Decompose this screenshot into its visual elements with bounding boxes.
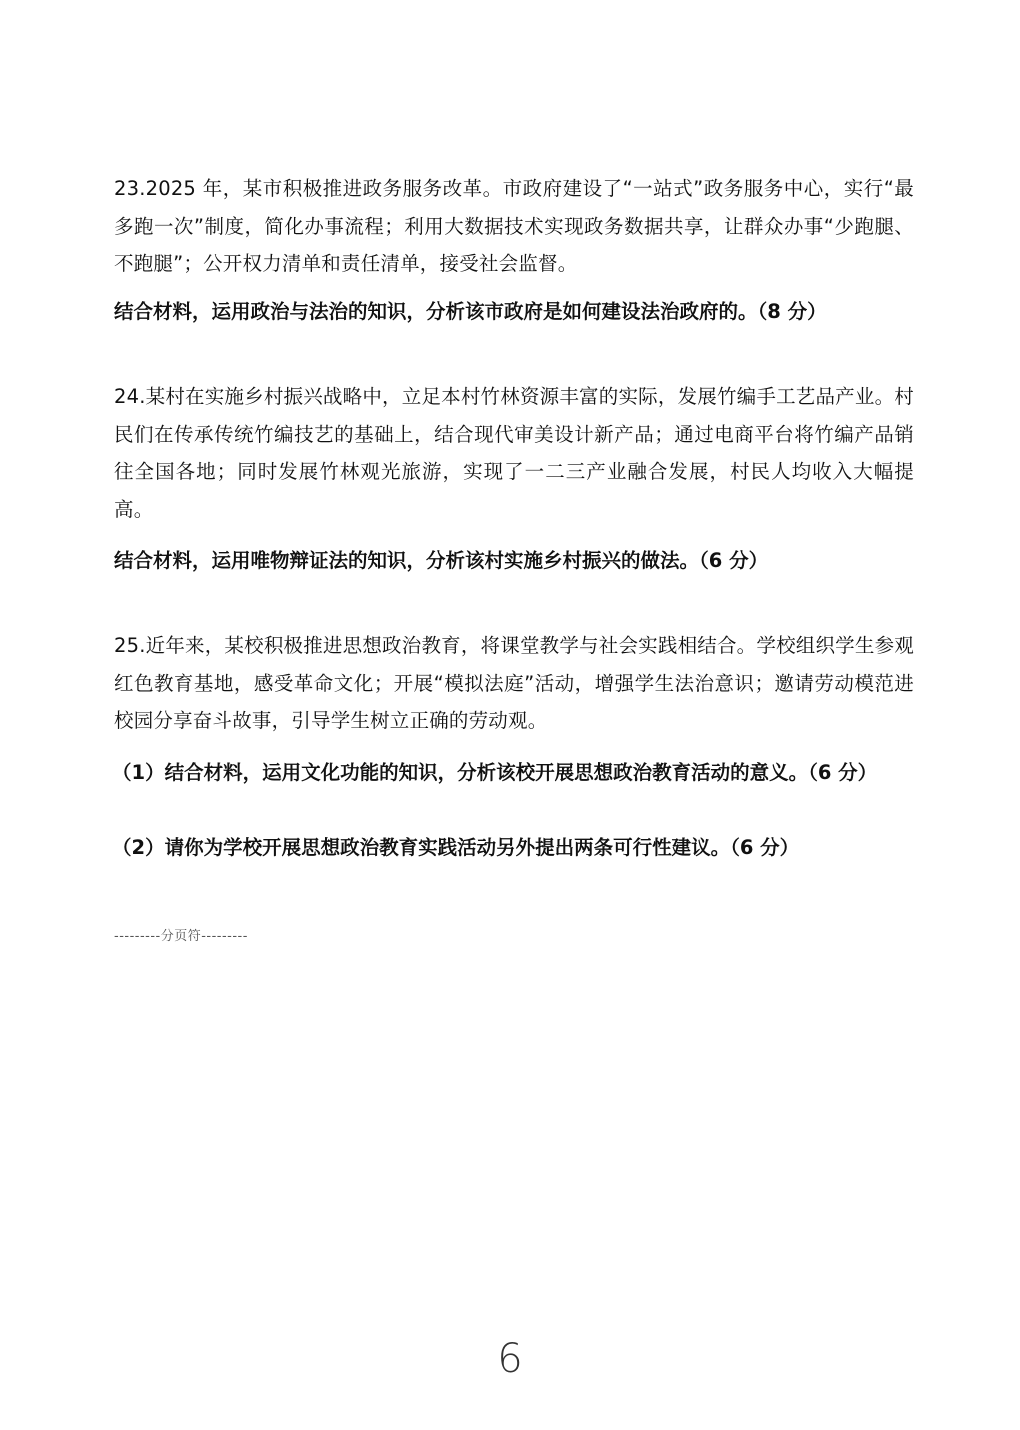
question-24-prompt: 结合材料，运用唯物辩证法的知识，分析该村实施乡村振兴的做法。（6 分） [114,549,769,572]
question-25-subquestion-2-block [112,829,912,867]
question-25-text: 25.近年来，某校积极推进思想政治教育，将课堂教学与社会实践相结合。学校组织学生参观红色教育基地，感受革命文化；开展“模拟法庭”活动，增强学生法治意识；邀请劳动模范进校园分享奋斗故事，引导学生树立正确的劳动观。 [114,634,914,732]
question-25-subquestion-1-block [112,754,912,792]
question-23-material [114,170,914,283]
question-25-subquestion-1: （1）结合材料，运用文化功能的知识，分析该校开展思想政治教育活动的意义。（6 分） [112,761,878,784]
question-23-text: 23.2025 年，某市积极推进政务服务改革。市政府建设了“一站式”政务服务中心，实行“最多跑一次”制度，简化办事流程；利用大数据技术实现政务数据共享，让群众办事“少跑腿、不跑腿”；公开权力清单和责任清单，接受社会监督。 [114,177,914,275]
question-25-material [114,627,914,740]
page-break-marker: ---------分页符--------- [114,929,248,944]
question-24-text: 24.某村在实施乡村振兴战略中，立足本村竹林资源丰富的实际，发展竹编手工艺品产业。村民们在传承传统竹编技艺的基础上，结合现代审美设计新产品；通过电商平台将竹编产品销往全国各地；同时发展竹林观光旅游，实现了一二三产业融合发展，村民人均收入大幅提高。 [114,385,914,521]
question-24-material [114,378,914,528]
question-23-prompt-block [114,293,914,331]
question-23-prompt: 结合材料，运用政治与法治的知识，分析该市政府是如何建设法治政府的。（8 分） [114,300,827,323]
page-number: 6 [497,1336,523,1382]
question-25-subquestion-2: （2）请你为学校开展思想政治教育实践活动另外提出两条可行性建议。（6 分） [112,836,800,859]
question-24-prompt-block [114,542,914,580]
